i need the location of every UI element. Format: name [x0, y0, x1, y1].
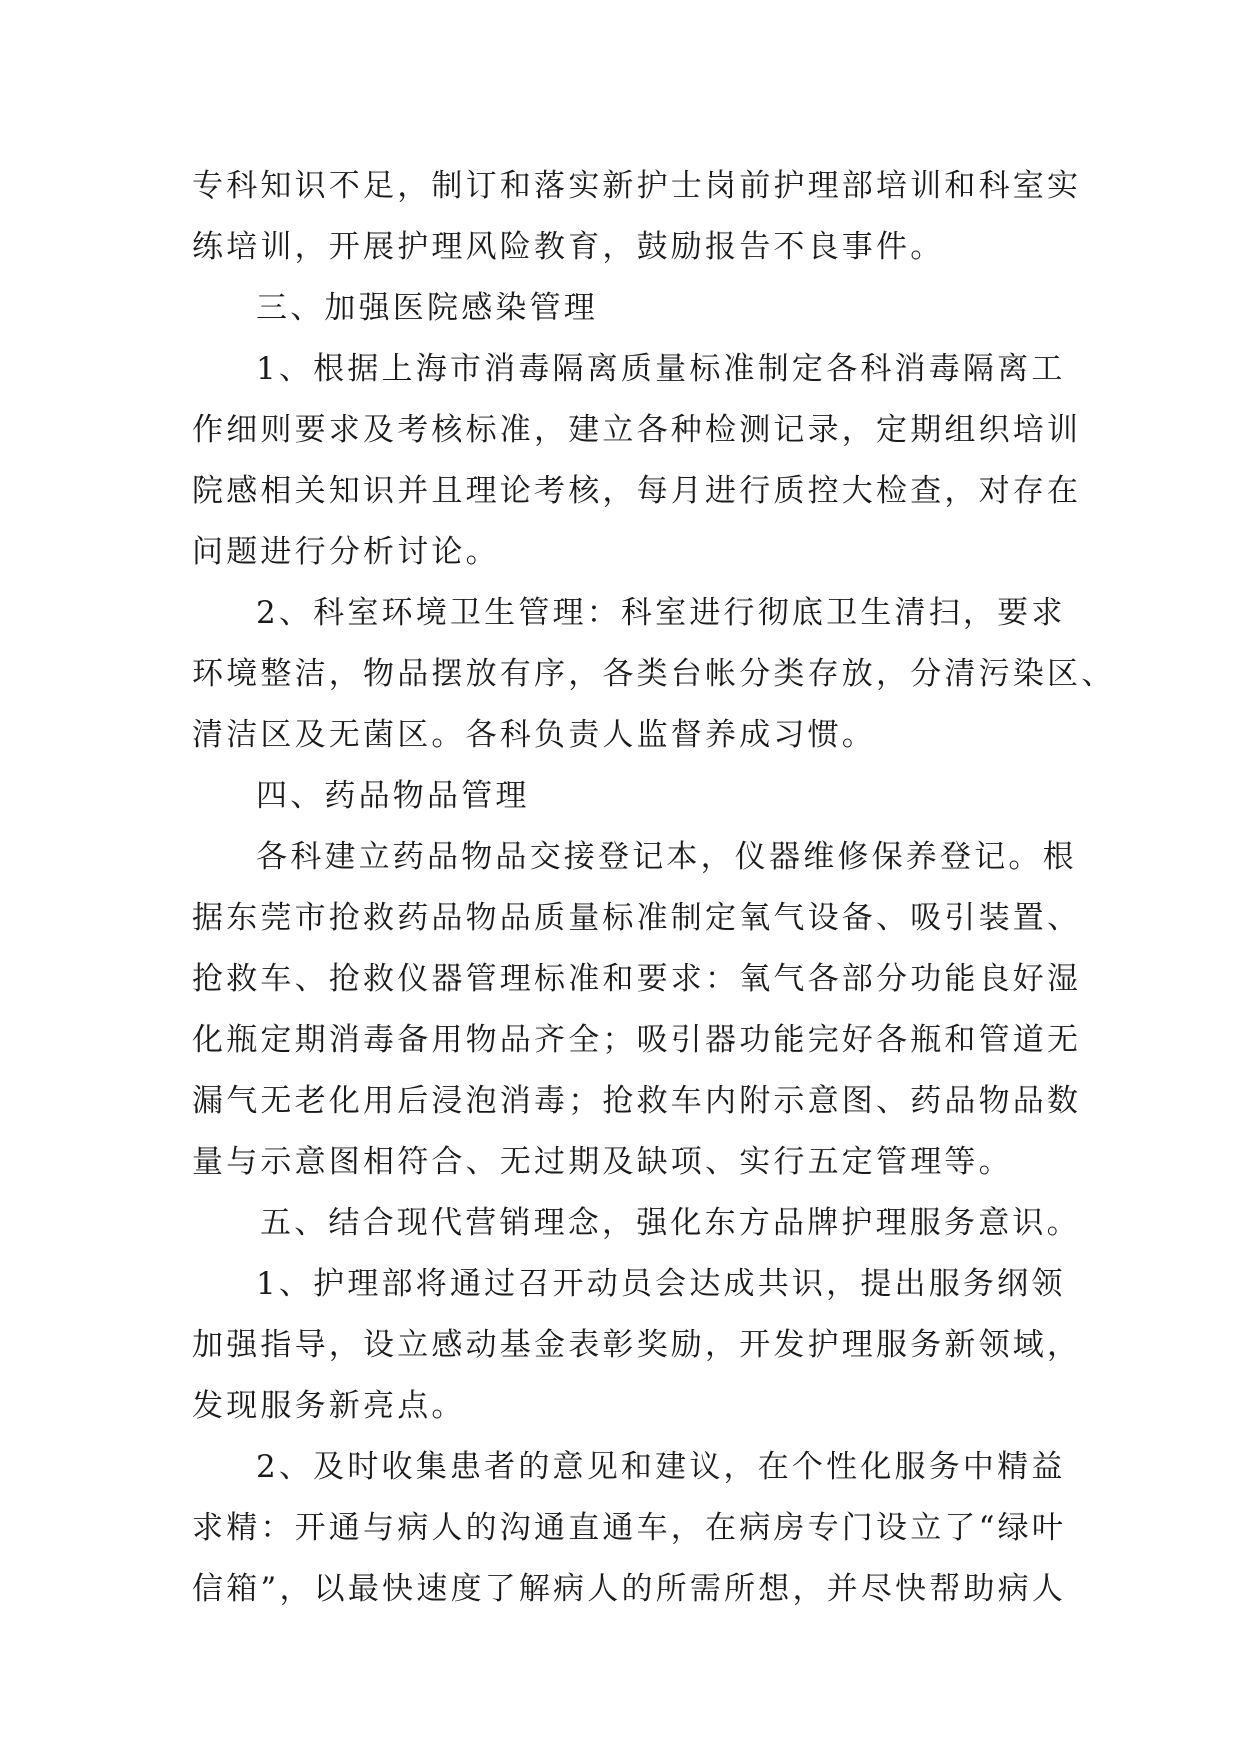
paragraph-line: 抢救车、抢救仪器管理标准和要求：氧气各部分功能良好湿 — [192, 961, 1082, 997]
paragraph-line: 作细则要求及考核标准，建立各种检测记录，定期组织培训 — [192, 412, 1082, 448]
paragraph-line: 1、根据上海市消毒隔离质量标准制定各科消毒隔离工 — [256, 351, 1066, 387]
paragraph-line: 院感相关知识并且理论考核，每月进行质控大检查，对存在 — [192, 473, 1082, 509]
section-heading: 五、结合现代营销理念，强化东方品牌护理服务意识。 — [260, 1205, 1081, 1241]
paragraph-line: 信箱”，以最快速度了解病人的所需所想，并尽快帮助病人 — [192, 1571, 1067, 1607]
paragraph-line: 漏气无老化用后浸泡消毒；抢救车内附示意图、药品物品数 — [192, 1083, 1082, 1119]
paragraph-line: 清洁区及无菌区。各科负责人监督养成习惯。 — [192, 717, 876, 753]
document-body — [192, 156, 1116, 1620]
paragraph-line: 专科知识不足，制订和落实新护士岗前护理部培训和科室实 — [192, 168, 1082, 204]
paragraph-line: 2、及时收集患者的意见和建议，在个性化服务中精益 — [256, 1449, 1066, 1485]
paragraph-line: 问题进行分析讨论。 — [192, 534, 500, 570]
paragraph-line: 各科建立药品物品交接登记本，仪器维修保养登记。根 — [256, 839, 1077, 875]
paragraph-line: 2、科室环境卫生管理：科室进行彻底卫生清扫，要求 — [256, 595, 1066, 631]
paragraph-line: 练培训，开展护理风险教育，鼓励报告不良事件。 — [192, 229, 945, 265]
paragraph-line: 据东莞市抢救药品物品质量标准制定氧气设备、吸引装置、 — [192, 900, 1082, 936]
paragraph-line: 求精：开通与病人的沟通直通车，在病房专门设立了“绿叶 — [192, 1510, 1067, 1546]
section-heading: 四、药品物品管理 — [256, 778, 530, 814]
paragraph-line: 化瓶定期消毒备用物品齐全；吸引器功能完好各瓶和管道无 — [192, 1022, 1082, 1058]
paragraph-line: 1、护理部将通过召开动员会达成共识，提出服务纲领 — [256, 1266, 1066, 1302]
paragraph-line: 加强指导，设立感动基金表彰奖励，开发护理服务新领域， — [192, 1327, 1082, 1363]
paragraph-line: 环境整洁，物品摆放有序，各类台帐分类存放，分清污染区、 — [192, 656, 1116, 692]
paragraph-line: 发现服务新亮点。 — [192, 1388, 466, 1424]
paragraph-line: 量与示意图相符合、无过期及缺项、实行五定管理等。 — [192, 1144, 1013, 1180]
section-heading: 三、加强医院感染管理 — [256, 290, 598, 326]
